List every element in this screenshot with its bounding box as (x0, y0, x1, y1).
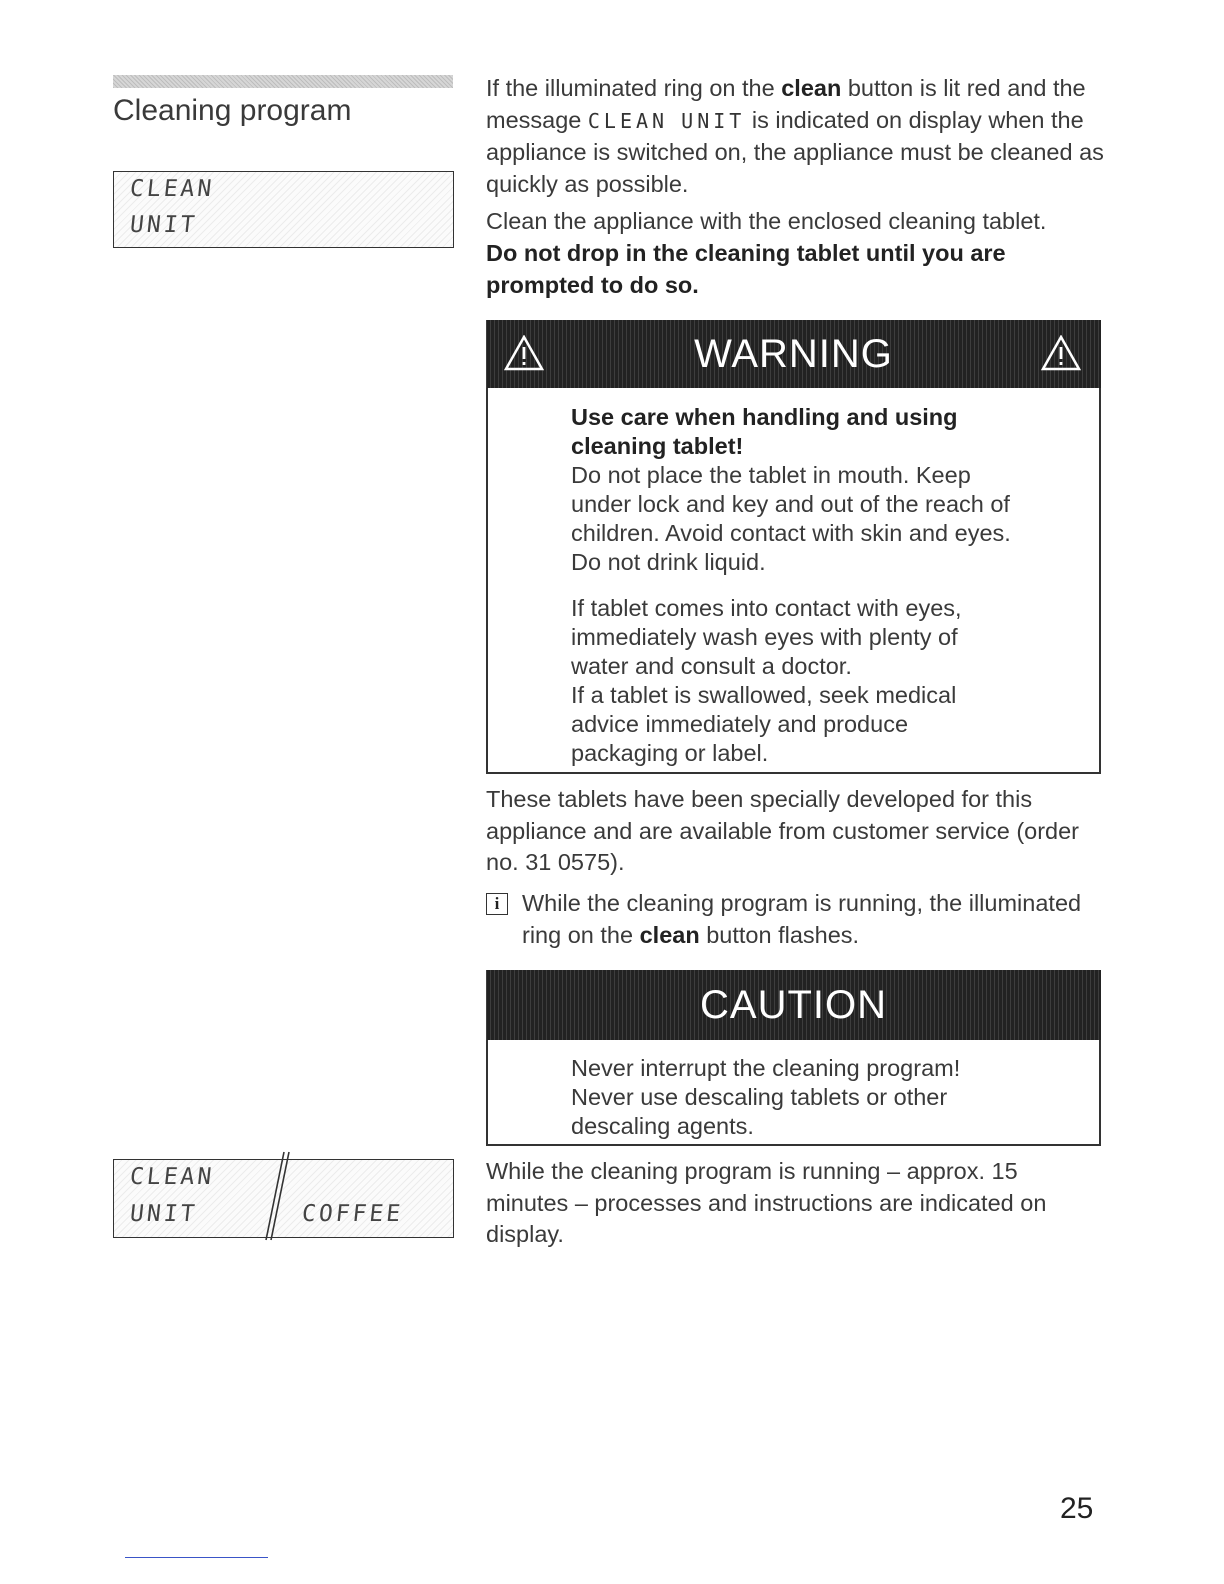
section-title: Cleaning program (113, 94, 352, 127)
footer-line (125, 1557, 268, 1558)
display-line-2: UNIT (128, 212, 199, 238)
warning-heading: Use care when handling and using cleaning tablet! (571, 404, 958, 459)
section-title-bar (113, 75, 453, 88)
display-illustration-clean-unit (113, 171, 454, 248)
warning-label: WARNING (694, 331, 893, 376)
clean-instruction: Clean the appliance with the enclosed cleaning tablet. (486, 208, 1047, 234)
tablet-instruction-bold: Do not drop in the cleaning tablet until you are prompted to do so. (486, 240, 1006, 298)
intro-paragraph: If the illuminated ring on the clean button is lit red and the message CLEAN UNIT is indicated on display when the appliance is switched on, the appliance must be cleaned as quickly as possible. (486, 75, 1104, 197)
tablets-paragraph: These tablets have been specially developed for this appliance and are available from customer service (order no. 31 0575). (486, 786, 1080, 875)
display-message-unit: UNIT (681, 108, 746, 133)
display-line-2: UNIT (128, 1201, 199, 1227)
warning-body-2: If tablet comes into contact with eyes, immediately wash eyes with plenty of water and consult a doctor. (571, 595, 962, 679)
display-line-1: CLEAN (128, 1164, 216, 1190)
page-number: 25 (1060, 1492, 1094, 1525)
warning-triangle-icon (1041, 335, 1081, 371)
warning-body-1: Do not place the tablet in mouth. Keep under lock and key and out of the reach of children. Avoid contact with skin and eyes. Do not drink liquid. (571, 462, 1011, 575)
info-icon: i (486, 893, 508, 915)
display-message-clean: CLEAN (587, 108, 669, 133)
caution-label: CAUTION (700, 982, 887, 1027)
clean-keyword: clean (781, 75, 842, 101)
caution-body: Never interrupt the cleaning program! Never use descaling tablets or other descaling agents. (571, 1055, 961, 1139)
display-right-text: COFFEE (300, 1201, 405, 1227)
warning-banner (486, 320, 1101, 388)
display-divider-slash (262, 1150, 292, 1242)
warning-body-3: If a tablet is swallowed, seek medical advice immediately and produce packaging or label. (571, 682, 957, 766)
info-note: While the cleaning program is running, the illuminated ring on the clean button flashes. (522, 890, 1082, 948)
clean-keyword: clean (639, 921, 700, 948)
display-line-1: CLEAN (128, 176, 216, 202)
warning-triangle-icon (504, 335, 544, 371)
running-paragraph: While the cleaning program is running – approx. 15 minutes – processes and instructions are indicated on display. (486, 1158, 1047, 1247)
caution-banner (486, 970, 1101, 1040)
